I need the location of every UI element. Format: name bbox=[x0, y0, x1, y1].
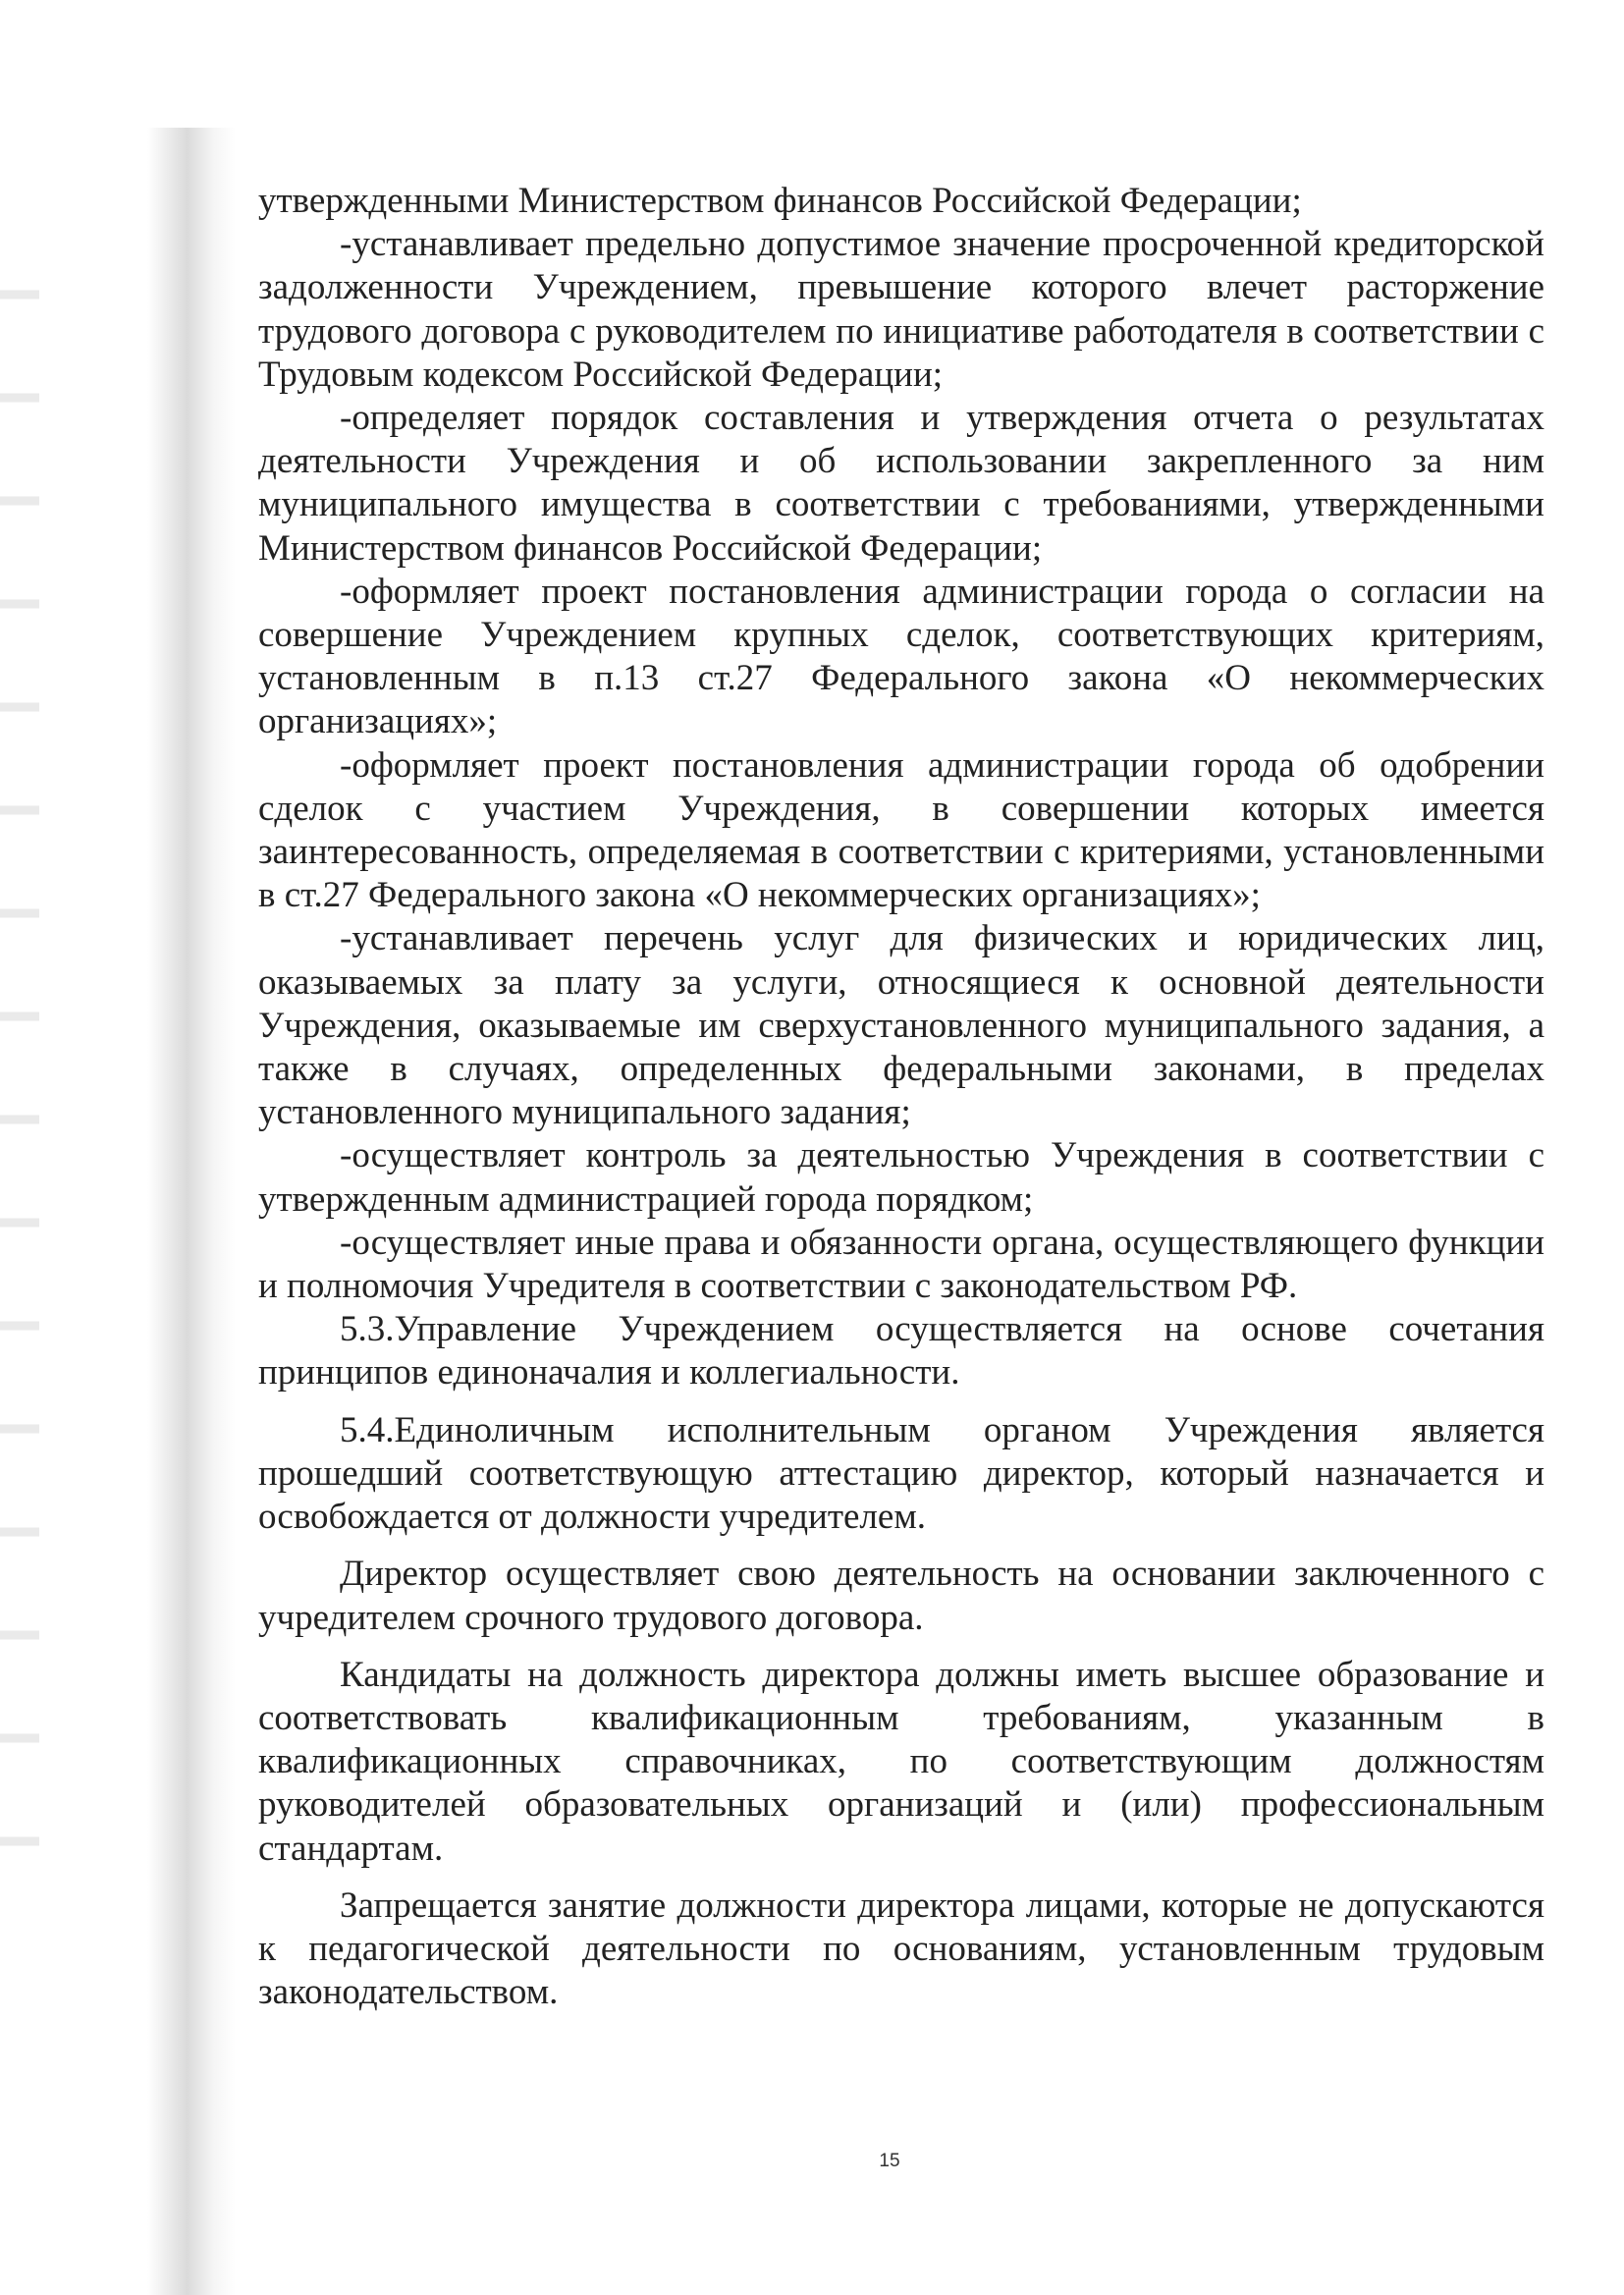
document-body bbox=[258, 180, 1544, 2014]
binding-shadow bbox=[147, 128, 236, 2295]
scan-edge-marks bbox=[0, 196, 39, 1866]
paragraph-9: 5.3.Управление Учреждением осуществляется на основе сочетания принципов единоначалия и коллегиальности. bbox=[258, 1309, 1544, 1393]
paragraph-13: Запрещается занятие должности директора лицами, которые не допускаются к педагогической деятельности по основаниям, установленным трудовым законодательством. bbox=[258, 1885, 1544, 2013]
paragraph-6: -устанавливает перечень услуг для физических и юридических лиц, оказываемых за плату за услуги, относящиеся к основной деятельности Учреждения, оказываемые им сверхустановленного муниципального задания, а также в случаях, определенных федеральными законами, в пределах установленного муниципального задания; bbox=[258, 918, 1544, 1133]
paragraph-7: -осуществляет контроль за деятельностью Учреждения в соответствии с утвержденным администрацией города порядком; bbox=[258, 1135, 1544, 1220]
paragraph-1: утвержденными Министерством финансов Российской Федерации; bbox=[258, 181, 1302, 221]
paragraph-4: -оформляет проект постановления администрации города о согласии на совершение Учреждением крупных сделок, соответствующих критериям, установленным в п.13 ст.27 Федерального закона «О некоммерческих организациях»; bbox=[258, 571, 1544, 742]
paragraph-12: Кандидаты на должность директора должны иметь высшее образование и соответствовать квалификационным требованиям, указанным в квалификационных справочниках, по соответствующим должностям руководителей образовательных организаций и (или) профессиональным стандартам. bbox=[258, 1654, 1544, 1869]
paragraph-3: -определяет порядок составления и утверждения отчета о результатах деятельности Учреждения и об использовании закрепленного за ним муниципального имущества в соответствии с требованиями, утвержденными Министерством финансов Российской Федерации; bbox=[258, 398, 1544, 569]
paragraph-11: Директор осуществляет свою деятельность на основании заключенного с учредителем срочного трудового договора. bbox=[258, 1554, 1544, 1638]
paragraph-10: 5.4.Единоличным исполнительным органом Учреждения является прошедший соответствующую аттестацию директор, который назначается и освобождается от должности учредителем. bbox=[258, 1409, 1544, 1538]
paragraph-5: -оформляет проект постановления администрации города об одобрении сделок с участием Учреждения, в совершении которых имеется заинтересованность, определяемая в соответствии с критериями, установленными в ст.27 Федерального закона «О некоммерческих организациях»; bbox=[258, 744, 1544, 916]
paragraph-8: -осуществляет иные права и обязанности органа, осуществляющего функции и полномочия Учредителя в соответствии с законодательством РФ. bbox=[258, 1222, 1544, 1307]
paragraph-2: -устанавливает предельно допустимое значение просроченной кредиторской задолженности Учреждением, превышение которого влечет расторжение трудового договора с руководителем по инициативе работодателя в соответствии с Трудовым кодексом Российской Федерации; bbox=[258, 224, 1544, 395]
page-number: 15 bbox=[879, 2151, 900, 2171]
